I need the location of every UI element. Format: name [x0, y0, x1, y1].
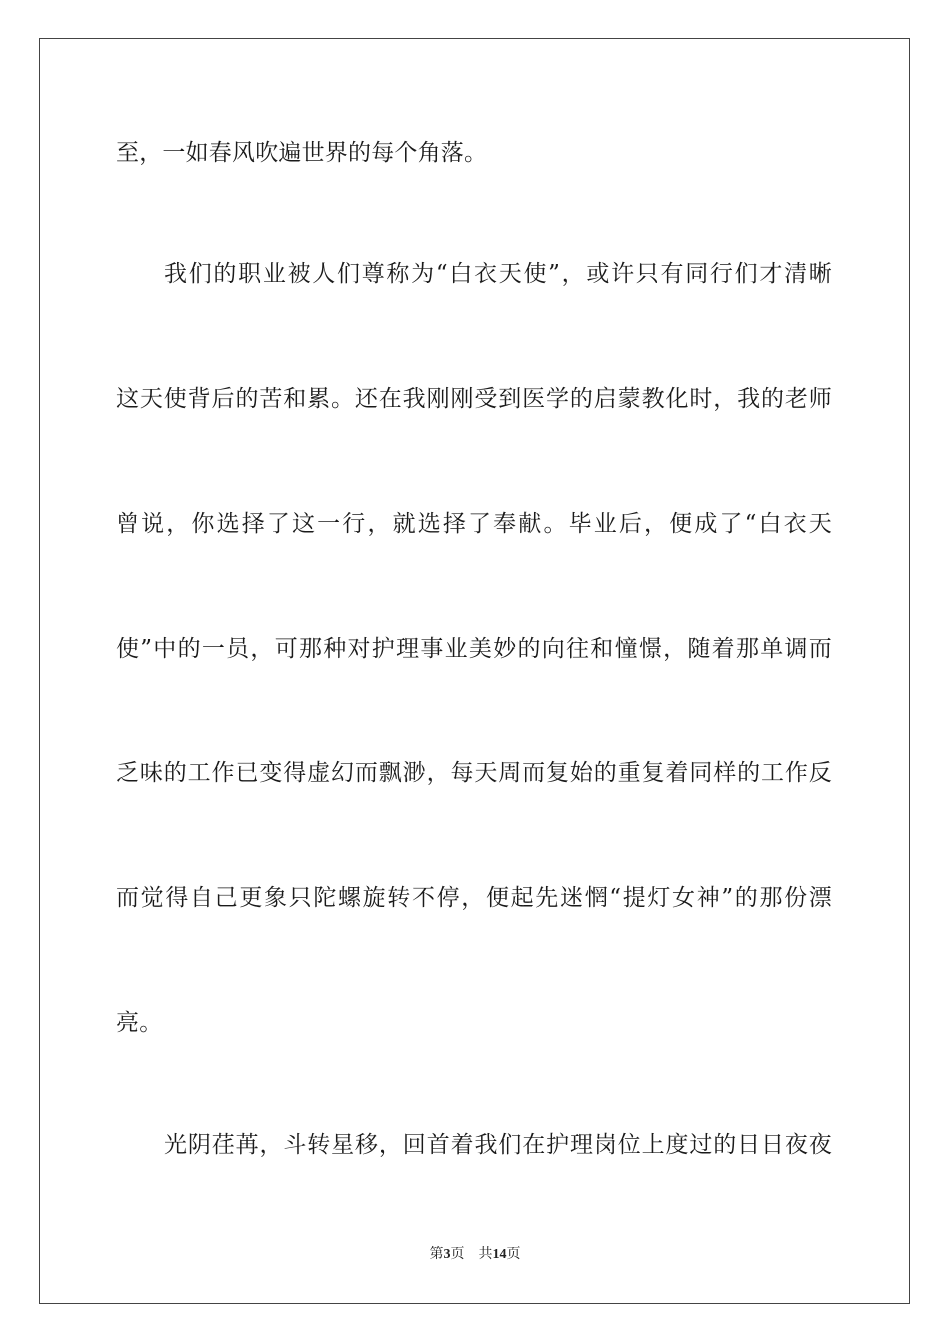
paragraph-line: 亮。: [116, 1010, 163, 1036]
page-label-prefix: 第: [429, 1247, 444, 1262]
total-label-suffix: 页: [506, 1247, 521, 1262]
page-footer: [0, 1246, 950, 1264]
paragraph-line: 使”中的一员，可那种对护理事业美妙的向往和憧憬，随着那单调而: [116, 636, 832, 662]
total-label-prefix: 共: [478, 1247, 493, 1262]
paragraph-line: 曾说，你选择了这一行，就选择了奉献。毕业后，便成了“白衣天: [116, 511, 832, 537]
paragraph-line: 这天使背后的苦和累。还在我刚刚受到医学的启蒙教化时，我的老师: [116, 386, 832, 412]
paragraph-line: 至，一如春风吹遍世界的每个角落。: [116, 140, 488, 166]
page-number: 3: [443, 1247, 451, 1262]
paragraph-line: 我们的职业被人们尊称为“白衣天使”，或许只有同行们才清晰: [164, 261, 832, 287]
page-border: [39, 38, 910, 1304]
paragraph-line: 乏味的工作已变得虚幻而飘渺，每天周而复始的重复着同样的工作反: [116, 760, 832, 786]
page-label-suffix: 页: [450, 1247, 465, 1262]
total-pages: 14: [492, 1247, 507, 1262]
paragraph-line: 光阴荏苒，斗转星移，回首着我们在护理岗位上度过的日日夜夜: [164, 1132, 832, 1158]
paragraph-line: 而觉得自己更象只陀螺旋转不停，便起先迷惘“提灯女神”的那份漂: [116, 885, 832, 911]
